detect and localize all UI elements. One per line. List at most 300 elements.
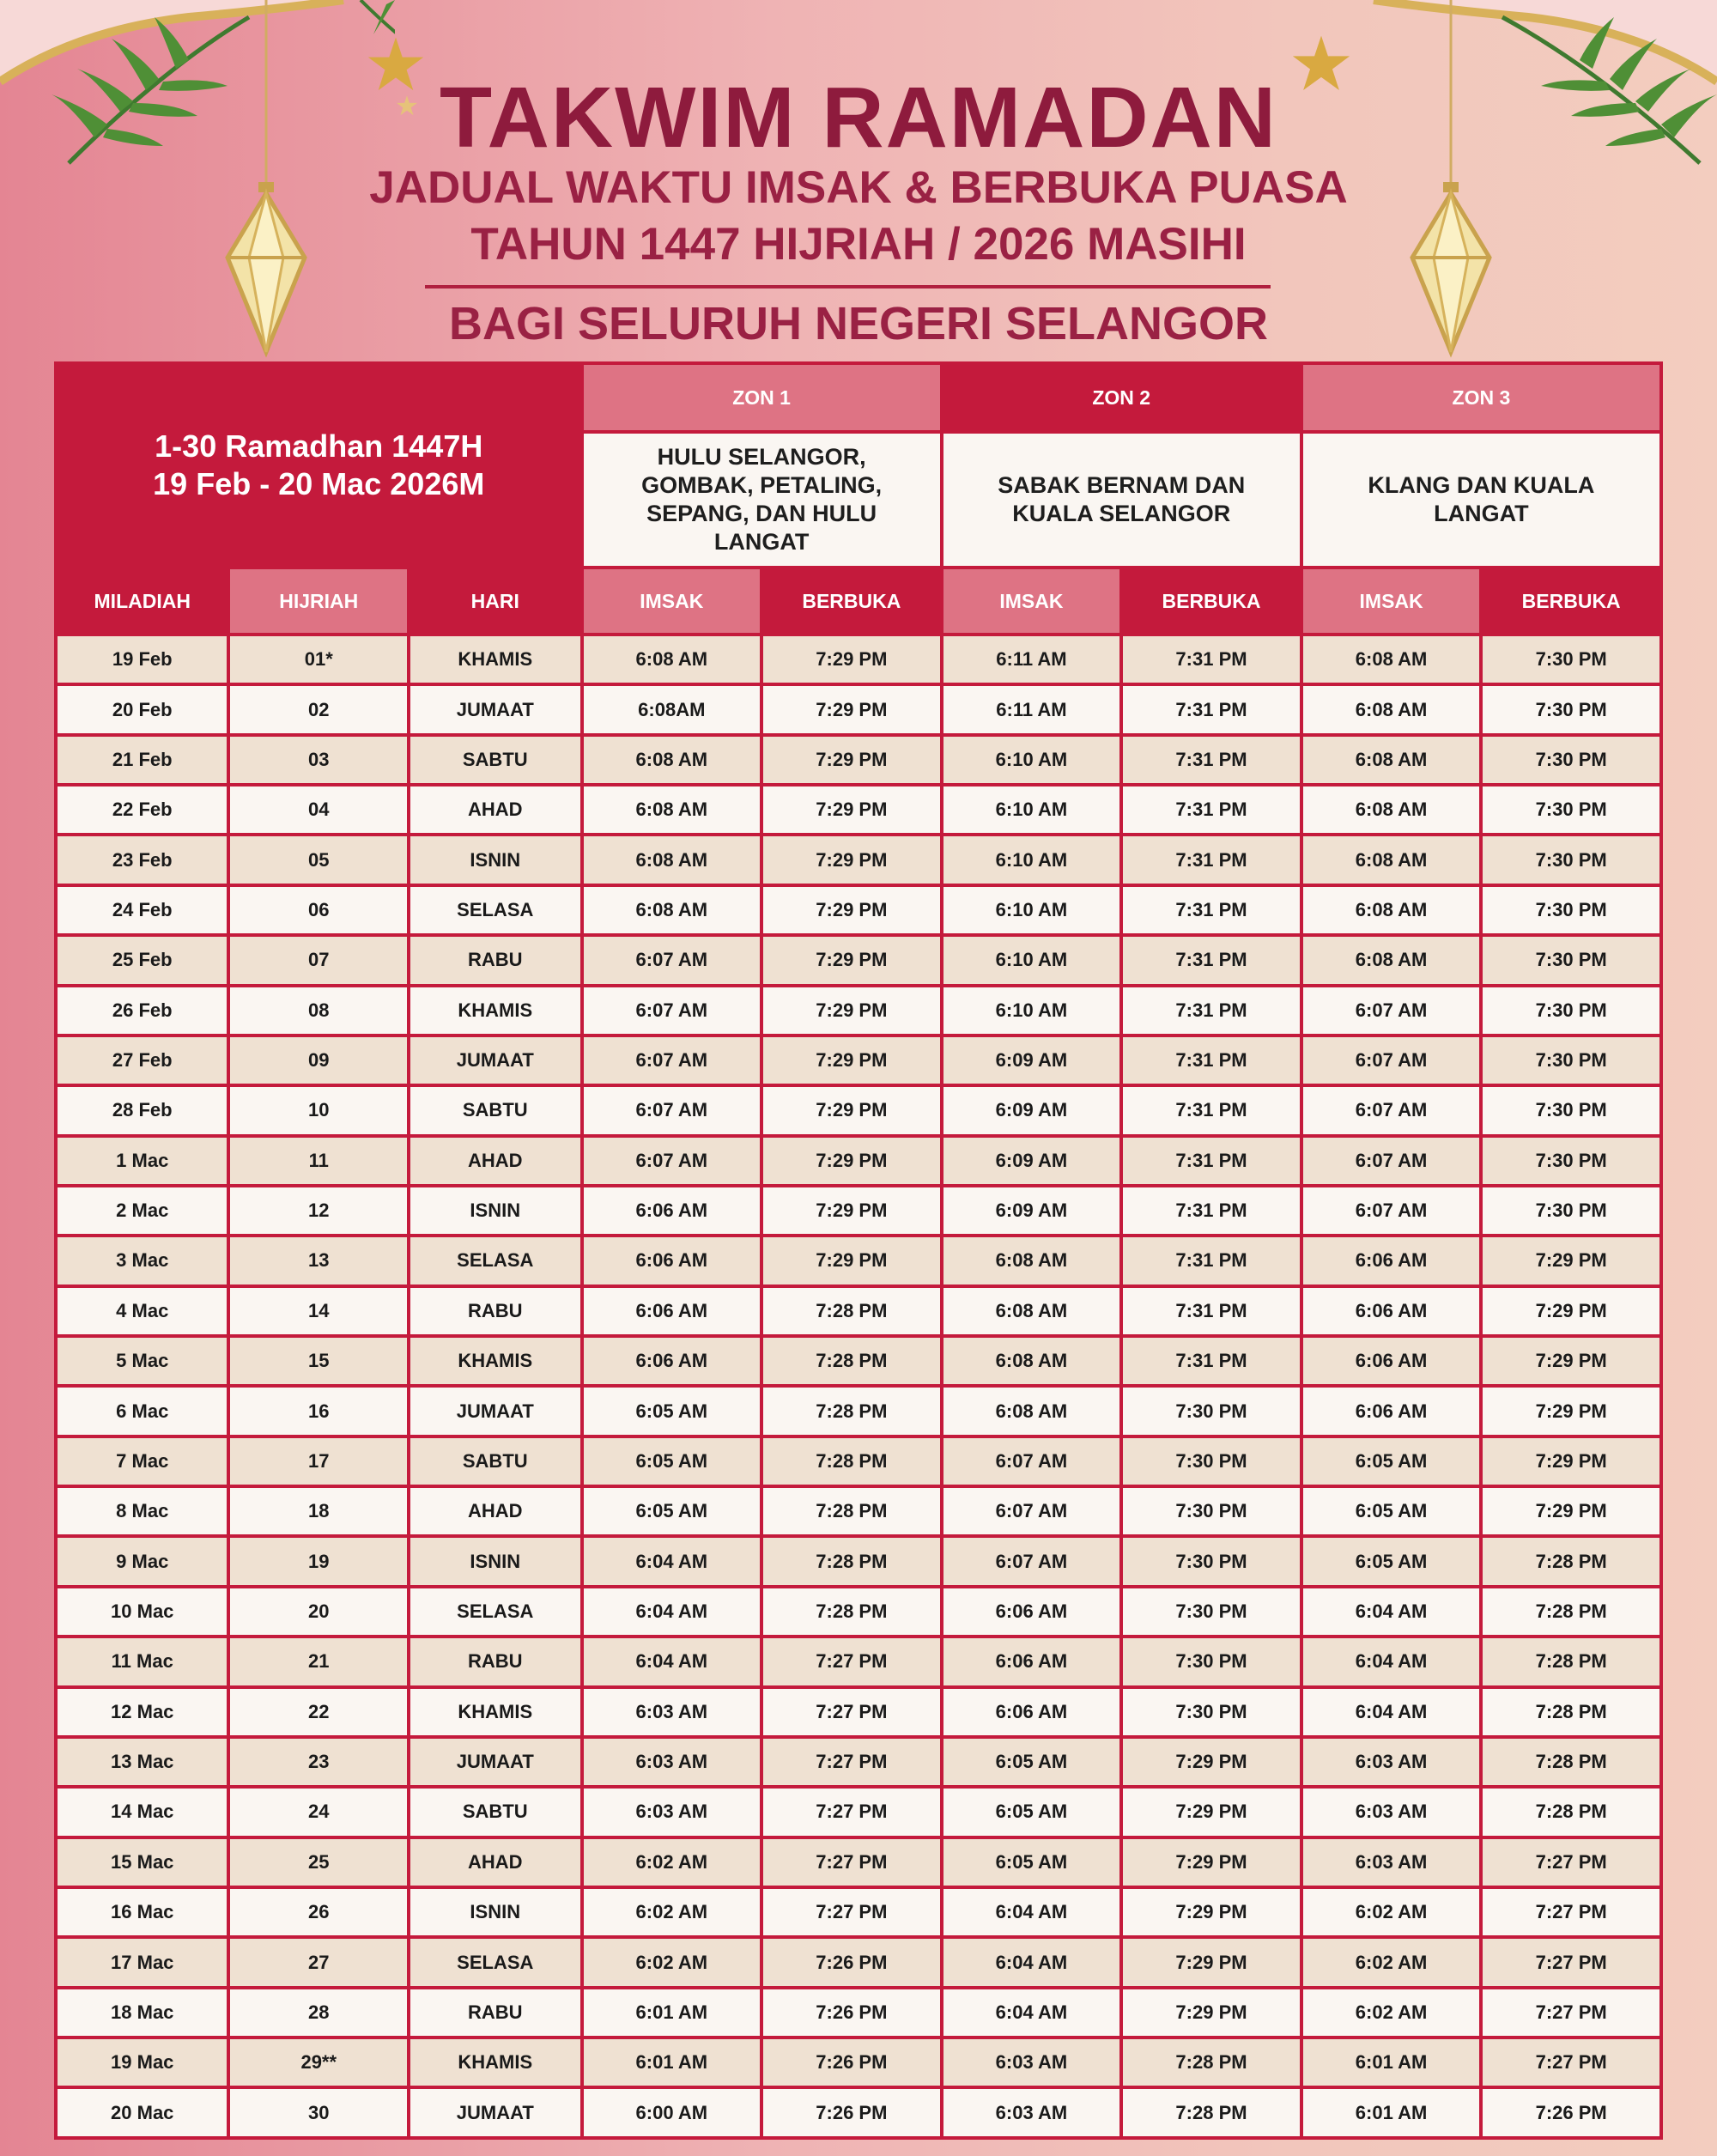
zone-2-imsak-cell: 6:05 AM bbox=[943, 1739, 1120, 1785]
zone-3-berbuka-cell: 7:30 PM bbox=[1483, 987, 1659, 1034]
zone-3-berbuka-cell: 7:29 PM bbox=[1483, 1338, 1659, 1384]
miladiah-cell: 21 Feb bbox=[58, 737, 227, 783]
zone-1-imsak-cell: 6:05 AM bbox=[584, 1438, 761, 1485]
zone-3-imsak-cell: 6:05 AM bbox=[1303, 1488, 1480, 1534]
zone-1-berbuka-cell: 7:29 PM bbox=[763, 836, 940, 883]
miladiah-cell: 16 Mac bbox=[58, 1889, 227, 1935]
table-row bbox=[58, 1087, 1659, 1133]
zone-3-imsak-cell: 6:08 AM bbox=[1303, 636, 1480, 683]
zone-2-imsak-cell: 6:08 AM bbox=[943, 1237, 1120, 1284]
table-row bbox=[58, 1989, 1659, 2036]
zone-1-imsak-cell: 6:01 AM bbox=[584, 1989, 761, 2036]
hari-cell: ISNIN bbox=[410, 1889, 579, 1935]
hijriah-cell: 13 bbox=[230, 1237, 407, 1284]
zone-3-imsak-cell: 6:08 AM bbox=[1303, 737, 1480, 783]
zone-3-imsak-cell: 6:06 AM bbox=[1303, 1388, 1480, 1434]
zone-2-imsak-cell: 6:10 AM bbox=[943, 937, 1120, 983]
miladiah-cell: 7 Mac bbox=[58, 1438, 227, 1485]
zone-3-berbuka-cell: 7:26 PM bbox=[1483, 2089, 1659, 2136]
zone-1-imsak-cell: 6:06 AM bbox=[584, 1237, 761, 1284]
table-row bbox=[58, 1187, 1659, 1234]
zone-2-berbuka-cell: 7:29 PM bbox=[1123, 1989, 1300, 2036]
zone-2-imsak-cell: 6:04 AM bbox=[943, 1889, 1120, 1935]
ramadan-period bbox=[58, 365, 580, 566]
zone-1-imsak-cell: 6:02 AM bbox=[584, 1839, 761, 1886]
zone-3-imsak-cell: 6:03 AM bbox=[1303, 1789, 1480, 1835]
zone-1-berbuka-cell: 7:26 PM bbox=[763, 1939, 940, 1985]
zone-2-imsak-cell: 6:07 AM bbox=[943, 1538, 1120, 1584]
zone-2-berbuka-cell: 7:31 PM bbox=[1123, 1187, 1300, 1234]
zone-1-imsak-cell: 6:07 AM bbox=[584, 1037, 761, 1084]
zone-3-areas: KLANG DAN KUALA LANGAT bbox=[1303, 434, 1659, 566]
table-row bbox=[58, 1939, 1659, 1985]
zone-2-imsak-cell: 6:10 AM bbox=[943, 987, 1120, 1034]
hari-cell: AHAD bbox=[410, 1138, 579, 1184]
zone-1-berbuka-cell: 7:26 PM bbox=[763, 1989, 940, 2036]
table-row bbox=[58, 1237, 1659, 1284]
hijriah-cell: 02 bbox=[230, 686, 407, 732]
miladiah-cell: 20 Feb bbox=[58, 686, 227, 732]
zone-3-imsak-cell: 6:06 AM bbox=[1303, 1237, 1480, 1284]
zone-2-berbuka-cell: 7:31 PM bbox=[1123, 1037, 1300, 1084]
zone-1-berbuka-cell: 7:29 PM bbox=[763, 636, 940, 683]
zone-3-imsak-cell: 6:05 AM bbox=[1303, 1538, 1480, 1584]
hijriah-cell: 08 bbox=[230, 987, 407, 1034]
zone-3-berbuka-cell: 7:29 PM bbox=[1483, 1288, 1659, 1334]
col-zone-3-berbuka: BERBUKA bbox=[1483, 569, 1659, 633]
zone-1-imsak-cell: 6:03 AM bbox=[584, 1789, 761, 1835]
zone-2-berbuka-cell: 7:30 PM bbox=[1123, 1538, 1300, 1584]
table-row bbox=[58, 1889, 1659, 1935]
zone-1-imsak-cell: 6:07 AM bbox=[584, 937, 761, 983]
table-row bbox=[58, 836, 1659, 883]
hijriah-cell: 29** bbox=[230, 2039, 407, 2086]
zone-3-label: ZON 3 bbox=[1303, 365, 1659, 430]
zone-2-imsak-cell: 6:05 AM bbox=[943, 1789, 1120, 1835]
table-row bbox=[58, 2039, 1659, 2086]
table-row bbox=[58, 1438, 1659, 1485]
table-row bbox=[58, 1338, 1659, 1384]
zone-1-berbuka-cell: 7:29 PM bbox=[763, 1237, 940, 1284]
miladiah-cell: 28 Feb bbox=[58, 1087, 227, 1133]
zone-3-berbuka-cell: 7:28 PM bbox=[1483, 1739, 1659, 1785]
miladiah-cell: 14 Mac bbox=[58, 1789, 227, 1835]
hijriah-cell: 06 bbox=[230, 887, 407, 933]
zone-1-berbuka-cell: 7:26 PM bbox=[763, 2039, 940, 2086]
zone-3-imsak-cell: 6:05 AM bbox=[1303, 1438, 1480, 1485]
zone-3-berbuka-cell: 7:27 PM bbox=[1483, 1939, 1659, 1985]
zone-1-imsak-cell: 6:04 AM bbox=[584, 1638, 761, 1685]
hari-cell: JUMAAT bbox=[410, 1037, 579, 1084]
hijriah-cell: 12 bbox=[230, 1187, 407, 1234]
zone-3-berbuka-cell: 7:30 PM bbox=[1483, 737, 1659, 783]
zone-2-berbuka-cell: 7:30 PM bbox=[1123, 1689, 1300, 1735]
hari-cell: ISNIN bbox=[410, 1538, 579, 1584]
zone-1-imsak-cell: 6:08 AM bbox=[584, 636, 761, 683]
zone-3-imsak-cell: 6:08 AM bbox=[1303, 887, 1480, 933]
miladiah-cell: 3 Mac bbox=[58, 1237, 227, 1284]
zone-3-imsak-cell: 6:08 AM bbox=[1303, 836, 1480, 883]
table-row bbox=[58, 1138, 1659, 1184]
zone-1-berbuka-cell: 7:29 PM bbox=[763, 937, 940, 983]
zone-1-berbuka-cell: 7:29 PM bbox=[763, 1187, 940, 1234]
zone-2-imsak-cell: 6:09 AM bbox=[943, 1187, 1120, 1234]
hijriah-cell: 21 bbox=[230, 1638, 407, 1685]
zone-2-imsak-cell: 6:06 AM bbox=[943, 1638, 1120, 1685]
table-row bbox=[58, 1739, 1659, 1785]
zone-3-berbuka-cell: 7:30 PM bbox=[1483, 686, 1659, 732]
zone-1-berbuka-cell: 7:28 PM bbox=[763, 1338, 940, 1384]
zone-3-imsak-cell: 6:08 AM bbox=[1303, 937, 1480, 983]
hijriah-cell: 05 bbox=[230, 836, 407, 883]
zone-1-imsak-cell: 6:02 AM bbox=[584, 1889, 761, 1935]
table-row bbox=[58, 1839, 1659, 1886]
hijriah-cell: 30 bbox=[230, 2089, 407, 2136]
miladiah-cell: 19 Feb bbox=[58, 636, 227, 683]
hijriah-cell: 10 bbox=[230, 1087, 407, 1133]
zone-2-areas: SABAK BERNAM DAN KUALA SELANGOR bbox=[943, 434, 1300, 566]
zone-2-imsak-cell: 6:03 AM bbox=[943, 2089, 1120, 2136]
zone-3-berbuka-cell: 7:27 PM bbox=[1483, 1839, 1659, 1886]
zone-1-berbuka-cell: 7:28 PM bbox=[763, 1588, 940, 1635]
zone-1-imsak-cell: 6:00 AM bbox=[584, 2089, 761, 2136]
zone-2-imsak-cell: 6:06 AM bbox=[943, 1689, 1120, 1735]
zone-1-imsak-cell: 6:07 AM bbox=[584, 1087, 761, 1133]
zone-3-berbuka-cell: 7:30 PM bbox=[1483, 1087, 1659, 1133]
period-gregorian: 19 Feb - 20 Mac 2026M bbox=[153, 466, 485, 501]
zone-3-imsak-cell: 6:07 AM bbox=[1303, 1187, 1480, 1234]
zone-1-imsak-cell: 6:08 AM bbox=[584, 887, 761, 933]
hari-cell: AHAD bbox=[410, 1839, 579, 1886]
hari-cell: SELASA bbox=[410, 1237, 579, 1284]
zone-2-imsak-cell: 6:06 AM bbox=[943, 1588, 1120, 1635]
zone-2-imsak-cell: 6:10 AM bbox=[943, 737, 1120, 783]
miladiah-cell: 11 Mac bbox=[58, 1638, 227, 1685]
zone-3-berbuka-cell: 7:30 PM bbox=[1483, 1138, 1659, 1184]
zone-2-berbuka-cell: 7:29 PM bbox=[1123, 1739, 1300, 1785]
miladiah-cell: 13 Mac bbox=[58, 1739, 227, 1785]
hari-cell: JUMAAT bbox=[410, 1739, 579, 1785]
timetable bbox=[54, 361, 1663, 2140]
zone-2-imsak-cell: 6:08 AM bbox=[943, 1288, 1120, 1334]
zone-3-imsak-cell: 6:03 AM bbox=[1303, 1839, 1480, 1886]
table-row bbox=[58, 1488, 1659, 1534]
zone-3-imsak-cell: 6:04 AM bbox=[1303, 1689, 1480, 1735]
table-row bbox=[58, 786, 1659, 833]
zone-3-berbuka-cell: 7:28 PM bbox=[1483, 1588, 1659, 1635]
miladiah-cell: 23 Feb bbox=[58, 836, 227, 883]
zone-1-imsak-cell: 6:03 AM bbox=[584, 1689, 761, 1735]
zone-1-berbuka-cell: 7:27 PM bbox=[763, 1889, 940, 1935]
table-row bbox=[58, 1538, 1659, 1584]
col-hari: HARI bbox=[410, 569, 579, 633]
miladiah-cell: 22 Feb bbox=[58, 786, 227, 833]
table-row bbox=[58, 1588, 1659, 1635]
zone-2-berbuka-cell: 7:31 PM bbox=[1123, 987, 1300, 1034]
zone-2-imsak-cell: 6:07 AM bbox=[943, 1438, 1120, 1485]
hari-cell: KHAMIS bbox=[410, 1689, 579, 1735]
zone-1-berbuka-cell: 7:29 PM bbox=[763, 887, 940, 933]
zone-2-berbuka-cell: 7:31 PM bbox=[1123, 1237, 1300, 1284]
hari-cell: KHAMIS bbox=[410, 1338, 579, 1384]
zone-2-berbuka-cell: 7:29 PM bbox=[1123, 1889, 1300, 1935]
zone-3-berbuka-cell: 7:30 PM bbox=[1483, 836, 1659, 883]
hijriah-cell: 16 bbox=[230, 1388, 407, 1434]
zone-3-imsak-cell: 6:07 AM bbox=[1303, 987, 1480, 1034]
zone-1-imsak-cell: 6:08 AM bbox=[584, 836, 761, 883]
zone-1-imsak-cell: 6:04 AM bbox=[584, 1538, 761, 1584]
miladiah-cell: 20 Mac bbox=[58, 2089, 227, 2136]
miladiah-cell: 12 Mac bbox=[58, 1689, 227, 1735]
zone-3-imsak-cell: 6:08 AM bbox=[1303, 786, 1480, 833]
hijriah-cell: 17 bbox=[230, 1438, 407, 1485]
hari-cell: SABTU bbox=[410, 1438, 579, 1485]
zone-1-imsak-cell: 6:08 AM bbox=[584, 737, 761, 783]
zone-2-berbuka-cell: 7:29 PM bbox=[1123, 1839, 1300, 1886]
col-zone-1-imsak: IMSAK bbox=[584, 569, 761, 633]
zone-2-berbuka-cell: 7:30 PM bbox=[1123, 1388, 1300, 1434]
page-title: TAKWIM RAMADAN bbox=[440, 70, 1277, 166]
table-row bbox=[58, 887, 1659, 933]
zone-1-imsak-cell: 6:08 AM bbox=[584, 786, 761, 833]
table-row bbox=[58, 686, 1659, 732]
miladiah-cell: 19 Mac bbox=[58, 2039, 227, 2086]
hijriah-cell: 15 bbox=[230, 1338, 407, 1384]
zone-2-imsak-cell: 6:09 AM bbox=[943, 1087, 1120, 1133]
miladiah-cell: 10 Mac bbox=[58, 1588, 227, 1635]
hari-cell: SELASA bbox=[410, 887, 579, 933]
zone-2-imsak-cell: 6:10 AM bbox=[943, 836, 1120, 883]
zone-2-berbuka-cell: 7:31 PM bbox=[1123, 1288, 1300, 1334]
zone-1-berbuka-cell: 7:28 PM bbox=[763, 1388, 940, 1434]
hijriah-cell: 20 bbox=[230, 1588, 407, 1635]
hijriah-cell: 22 bbox=[230, 1689, 407, 1735]
zone-2-imsak-cell: 6:11 AM bbox=[943, 636, 1120, 683]
zone-1-imsak-cell: 6:04 AM bbox=[584, 1588, 761, 1635]
zone-2-berbuka-cell: 7:30 PM bbox=[1123, 1438, 1300, 1485]
zone-2-berbuka-cell: 7:28 PM bbox=[1123, 2039, 1300, 2086]
zone-3-imsak-cell: 6:04 AM bbox=[1303, 1638, 1480, 1685]
period-hijri: 1-30 Ramadhan 1447H bbox=[155, 428, 483, 464]
zone-2-imsak-cell: 6:04 AM bbox=[943, 1989, 1120, 2036]
miladiah-cell: 26 Feb bbox=[58, 987, 227, 1034]
table-row bbox=[58, 1789, 1659, 1835]
zone-2-imsak-cell: 6:07 AM bbox=[943, 1488, 1120, 1534]
zone-1-imsak-cell: 6:07 AM bbox=[584, 1138, 761, 1184]
miladiah-cell: 8 Mac bbox=[58, 1488, 227, 1534]
zone-2-imsak-cell: 6:09 AM bbox=[943, 1037, 1120, 1084]
zone-3-imsak-cell: 6:01 AM bbox=[1303, 2089, 1480, 2136]
hari-cell: JUMAAT bbox=[410, 686, 579, 732]
table-row bbox=[58, 1288, 1659, 1334]
zone-1-berbuka-cell: 7:27 PM bbox=[763, 1839, 940, 1886]
zone-2-berbuka-cell: 7:31 PM bbox=[1123, 737, 1300, 783]
col-zone-2-imsak: IMSAK bbox=[943, 569, 1120, 633]
zone-3-imsak-cell: 6:07 AM bbox=[1303, 1037, 1480, 1084]
zone-1-berbuka-cell: 7:28 PM bbox=[763, 1538, 940, 1584]
zone-1-berbuka-cell: 7:26 PM bbox=[763, 2089, 940, 2136]
zone-1-berbuka-cell: 7:27 PM bbox=[763, 1789, 940, 1835]
hari-cell: RABU bbox=[410, 1288, 579, 1334]
miladiah-cell: 27 Feb bbox=[58, 1037, 227, 1084]
miladiah-cell: 15 Mac bbox=[58, 1839, 227, 1886]
hari-cell: JUMAAT bbox=[410, 1388, 579, 1434]
zone-3-imsak-cell: 6:06 AM bbox=[1303, 1288, 1480, 1334]
zone-1-imsak-cell: 6:07 AM bbox=[584, 987, 761, 1034]
table-row bbox=[58, 937, 1659, 983]
zone-1-berbuka-cell: 7:27 PM bbox=[763, 1739, 940, 1785]
zone-1-imsak-cell: 6:06 AM bbox=[584, 1187, 761, 1234]
zone-2-berbuka-cell: 7:31 PM bbox=[1123, 686, 1300, 732]
hari-cell: SELASA bbox=[410, 1588, 579, 1635]
zone-1-imsak-cell: 6:01 AM bbox=[584, 2039, 761, 2086]
zone-2-imsak-cell: 6:08 AM bbox=[943, 1388, 1120, 1434]
zone-2-berbuka-cell: 7:31 PM bbox=[1123, 1338, 1300, 1384]
hijriah-cell: 26 bbox=[230, 1889, 407, 1935]
zone-1-berbuka-cell: 7:27 PM bbox=[763, 1638, 940, 1685]
zone-3-imsak-cell: 6:06 AM bbox=[1303, 1338, 1480, 1384]
col-hijriah: HIJRIAH bbox=[230, 569, 407, 633]
table-row bbox=[58, 1388, 1659, 1434]
hari-cell: KHAMIS bbox=[410, 636, 579, 683]
hari-cell: KHAMIS bbox=[410, 2039, 579, 2086]
zone-2-berbuka-cell: 7:30 PM bbox=[1123, 1488, 1300, 1534]
zone-1-imsak-cell: 6:06 AM bbox=[584, 1338, 761, 1384]
hijriah-cell: 09 bbox=[230, 1037, 407, 1084]
zone-3-imsak-cell: 6:07 AM bbox=[1303, 1087, 1480, 1133]
hari-cell: SABTU bbox=[410, 1087, 579, 1133]
hijriah-cell: 01* bbox=[230, 636, 407, 683]
zone-2-berbuka-cell: 7:31 PM bbox=[1123, 937, 1300, 983]
table-row bbox=[58, 1689, 1659, 1735]
hari-cell: RABU bbox=[410, 937, 579, 983]
hari-cell: SABTU bbox=[410, 737, 579, 783]
miladiah-cell: 9 Mac bbox=[58, 1538, 227, 1584]
zone-2-imsak-cell: 6:11 AM bbox=[943, 686, 1120, 732]
hijriah-cell: 04 bbox=[230, 786, 407, 833]
zone-2-berbuka-cell: 7:31 PM bbox=[1123, 836, 1300, 883]
zone-1-imsak-cell: 6:05 AM bbox=[584, 1388, 761, 1434]
zone-2-berbuka-cell: 7:30 PM bbox=[1123, 1588, 1300, 1635]
zone-3-imsak-cell: 6:08 AM bbox=[1303, 686, 1480, 732]
table-row bbox=[58, 1037, 1659, 1084]
zone-2-imsak-cell: 6:10 AM bbox=[943, 887, 1120, 933]
hijriah-cell: 14 bbox=[230, 1288, 407, 1334]
zone-2-berbuka-cell: 7:28 PM bbox=[1123, 2089, 1300, 2136]
zone-3-berbuka-cell: 7:30 PM bbox=[1483, 786, 1659, 833]
zone-2-imsak-cell: 6:05 AM bbox=[943, 1839, 1120, 1886]
zone-3-imsak-cell: 6:02 AM bbox=[1303, 1939, 1480, 1985]
zone-1-berbuka-cell: 7:29 PM bbox=[763, 1037, 940, 1084]
zone-1-berbuka-cell: 7:28 PM bbox=[763, 1288, 940, 1334]
zone-2-berbuka-cell: 7:31 PM bbox=[1123, 887, 1300, 933]
zone-3-berbuka-cell: 7:29 PM bbox=[1483, 1488, 1659, 1534]
zone-3-berbuka-cell: 7:30 PM bbox=[1483, 887, 1659, 933]
zone-3-imsak-cell: 6:04 AM bbox=[1303, 1588, 1480, 1635]
subtitle-year: TAHUN 1447 HIJRIAH / 2026 MASIHI bbox=[470, 219, 1247, 270]
hari-cell: SELASA bbox=[410, 1939, 579, 1985]
subtitle-schedule: JADUAL WAKTU IMSAK & BERBUKA PUASA bbox=[369, 162, 1348, 213]
zone-2-berbuka-cell: 7:31 PM bbox=[1123, 636, 1300, 683]
table-row bbox=[58, 2089, 1659, 2136]
zone-3-imsak-cell: 6:02 AM bbox=[1303, 1889, 1480, 1935]
miladiah-cell: 6 Mac bbox=[58, 1388, 227, 1434]
zone-3-berbuka-cell: 7:30 PM bbox=[1483, 1187, 1659, 1234]
table-row bbox=[58, 987, 1659, 1034]
table-row bbox=[58, 1638, 1659, 1685]
zone-2-label: ZON 2 bbox=[943, 365, 1300, 430]
zone-2-berbuka-cell: 7:31 PM bbox=[1123, 786, 1300, 833]
miladiah-cell: 17 Mac bbox=[58, 1939, 227, 1985]
zone-1-imsak-cell: 6:03 AM bbox=[584, 1739, 761, 1785]
hari-cell: RABU bbox=[410, 1989, 579, 2036]
zone-3-berbuka-cell: 7:27 PM bbox=[1483, 2039, 1659, 2086]
zone-3-berbuka-cell: 7:29 PM bbox=[1483, 1237, 1659, 1284]
zone-3-berbuka-cell: 7:27 PM bbox=[1483, 1989, 1659, 2036]
hari-cell: RABU bbox=[410, 1638, 579, 1685]
zone-2-berbuka-cell: 7:30 PM bbox=[1123, 1638, 1300, 1685]
zone-3-imsak-cell: 6:02 AM bbox=[1303, 1989, 1480, 2036]
zone-2-imsak-cell: 6:08 AM bbox=[943, 1338, 1120, 1384]
zone-3-berbuka-cell: 7:30 PM bbox=[1483, 636, 1659, 683]
zone-1-berbuka-cell: 7:28 PM bbox=[763, 1488, 940, 1534]
zone-2-berbuka-cell: 7:29 PM bbox=[1123, 1789, 1300, 1835]
miladiah-cell: 25 Feb bbox=[58, 937, 227, 983]
zone-2-imsak-cell: 6:04 AM bbox=[943, 1939, 1120, 1985]
col-miladiah: MILADIAH bbox=[58, 569, 227, 633]
zone-2-berbuka-cell: 7:29 PM bbox=[1123, 1939, 1300, 1985]
zone-1-imsak-cell: 6:06 AM bbox=[584, 1288, 761, 1334]
zone-3-berbuka-cell: 7:28 PM bbox=[1483, 1638, 1659, 1685]
hijriah-cell: 23 bbox=[230, 1739, 407, 1785]
zone-3-imsak-cell: 6:01 AM bbox=[1303, 2039, 1480, 2086]
hari-cell: AHAD bbox=[410, 786, 579, 833]
hijriah-cell: 28 bbox=[230, 1989, 407, 2036]
hijriah-cell: 24 bbox=[230, 1789, 407, 1835]
zone-1-imsak-cell: 6:08AM bbox=[584, 686, 761, 732]
zone-1-berbuka-cell: 7:29 PM bbox=[763, 786, 940, 833]
hijriah-cell: 03 bbox=[230, 737, 407, 783]
zone-2-berbuka-cell: 7:31 PM bbox=[1123, 1138, 1300, 1184]
hijriah-cell: 18 bbox=[230, 1488, 407, 1534]
miladiah-cell: 18 Mac bbox=[58, 1989, 227, 2036]
hari-cell: SABTU bbox=[410, 1789, 579, 1835]
hijriah-cell: 19 bbox=[230, 1538, 407, 1584]
zone-3-berbuka-cell: 7:29 PM bbox=[1483, 1388, 1659, 1434]
hijriah-cell: 27 bbox=[230, 1939, 407, 1985]
miladiah-cell: 1 Mac bbox=[58, 1138, 227, 1184]
col-zone-3-imsak: IMSAK bbox=[1303, 569, 1480, 633]
hijriah-cell: 25 bbox=[230, 1839, 407, 1886]
col-zone-2-berbuka: BERBUKA bbox=[1123, 569, 1300, 633]
miladiah-cell: 4 Mac bbox=[58, 1288, 227, 1334]
hijriah-cell: 07 bbox=[230, 937, 407, 983]
zone-3-berbuka-cell: 7:28 PM bbox=[1483, 1689, 1659, 1735]
zone-1-berbuka-cell: 7:29 PM bbox=[763, 1087, 940, 1133]
header-divider bbox=[425, 285, 1271, 288]
zone-1-berbuka-cell: 7:29 PM bbox=[763, 737, 940, 783]
zone-1-imsak-cell: 6:05 AM bbox=[584, 1488, 761, 1534]
hijriah-cell: 11 bbox=[230, 1138, 407, 1184]
col-zone-1-berbuka: BERBUKA bbox=[763, 569, 940, 633]
zone-2-imsak-cell: 6:10 AM bbox=[943, 786, 1120, 833]
zone-2-berbuka-cell: 7:31 PM bbox=[1123, 1087, 1300, 1133]
table-row bbox=[58, 636, 1659, 683]
hari-cell: KHAMIS bbox=[410, 987, 579, 1034]
zone-1-berbuka-cell: 7:27 PM bbox=[763, 1689, 940, 1735]
zone-3-berbuka-cell: 7:28 PM bbox=[1483, 1538, 1659, 1584]
zone-1-berbuka-cell: 7:28 PM bbox=[763, 1438, 940, 1485]
